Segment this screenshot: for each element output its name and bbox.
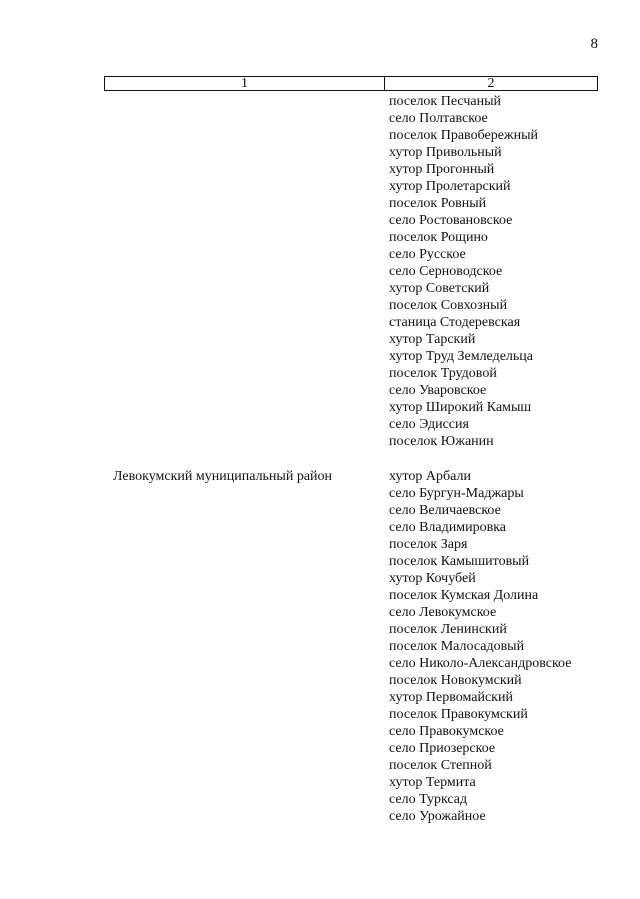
settlement-item: село Левокумское <box>389 605 497 620</box>
settlement-item: хутор Советский <box>389 281 490 296</box>
column-header-1: 1 <box>105 77 385 90</box>
settlement-item: село Урожайное <box>389 809 486 824</box>
settlement-item: хутор Труд Земледельца <box>389 349 533 364</box>
settlement-item: поселок Совхозный <box>389 298 508 313</box>
settlement-item: село Эдиссия <box>389 417 469 432</box>
settlement-item: село Правокумское <box>389 724 504 739</box>
settlement-item: село Уваровское <box>389 383 487 398</box>
settlement-item: поселок Ровный <box>389 196 487 211</box>
settlement-item: поселок Рощино <box>389 230 488 245</box>
settlement-item: село Турксад <box>389 792 468 807</box>
settlement-item: поселок Степной <box>389 758 492 773</box>
settlement-item: поселок Южанин <box>389 434 494 449</box>
settlement-list-continued <box>389 93 538 450</box>
settlement-item: хутор Тарский <box>389 332 476 347</box>
page-number: 8 <box>590 36 598 52</box>
settlement-item: поселок Правобережный <box>389 128 538 143</box>
settlement-item: поселок Камышитовый <box>389 554 530 569</box>
settlement-item: поселок Заря <box>389 537 468 552</box>
settlement-item: село Николо-Александровское <box>389 656 572 671</box>
settlement-item: хутор Привольный <box>389 145 502 160</box>
column-header-2: 2 <box>487 76 495 91</box>
settlement-item: хутор Прогонный <box>389 162 495 177</box>
settlement-item: хутор Первомайский <box>389 690 513 705</box>
settlement-item: село Серноводское <box>389 264 503 279</box>
settlement-item: хутор Широкий Камыш <box>389 400 532 415</box>
settlement-item: поселок Трудовой <box>389 366 497 381</box>
settlement-item: село Ростовановское <box>389 213 513 228</box>
settlement-item: хутор Термита <box>389 775 476 790</box>
settlement-item: село Русское <box>389 247 466 262</box>
settlement-item: село Приозерское <box>389 741 496 756</box>
settlement-item: хутор Арбали <box>389 469 471 484</box>
settlement-item: поселок Ленинский <box>389 622 507 637</box>
settlement-item: село Владимировка <box>389 520 507 535</box>
settlement-item: село Бургун-Маджары <box>389 486 524 501</box>
settlement-item: поселок Песчаный <box>389 94 501 109</box>
settlement-item: хутор Пролетарский <box>389 179 511 194</box>
settlement-item: поселок Новокумский <box>389 673 522 688</box>
settlement-item: станица Стодеревская <box>389 315 521 330</box>
district-name: Левокумский муниципальный район <box>113 469 333 484</box>
settlement-item: хутор Кочубей <box>389 571 476 586</box>
column-header-table <box>104 76 598 91</box>
settlement-item: село Величаевское <box>389 503 501 518</box>
settlement-list-levokumsky <box>389 468 571 825</box>
settlement-item: поселок Кумская Долина <box>389 588 539 603</box>
settlement-item: поселок Малосадовый <box>389 639 525 654</box>
settlement-item: поселок Правокумский <box>389 707 528 722</box>
settlement-item: село Полтавское <box>389 111 488 126</box>
